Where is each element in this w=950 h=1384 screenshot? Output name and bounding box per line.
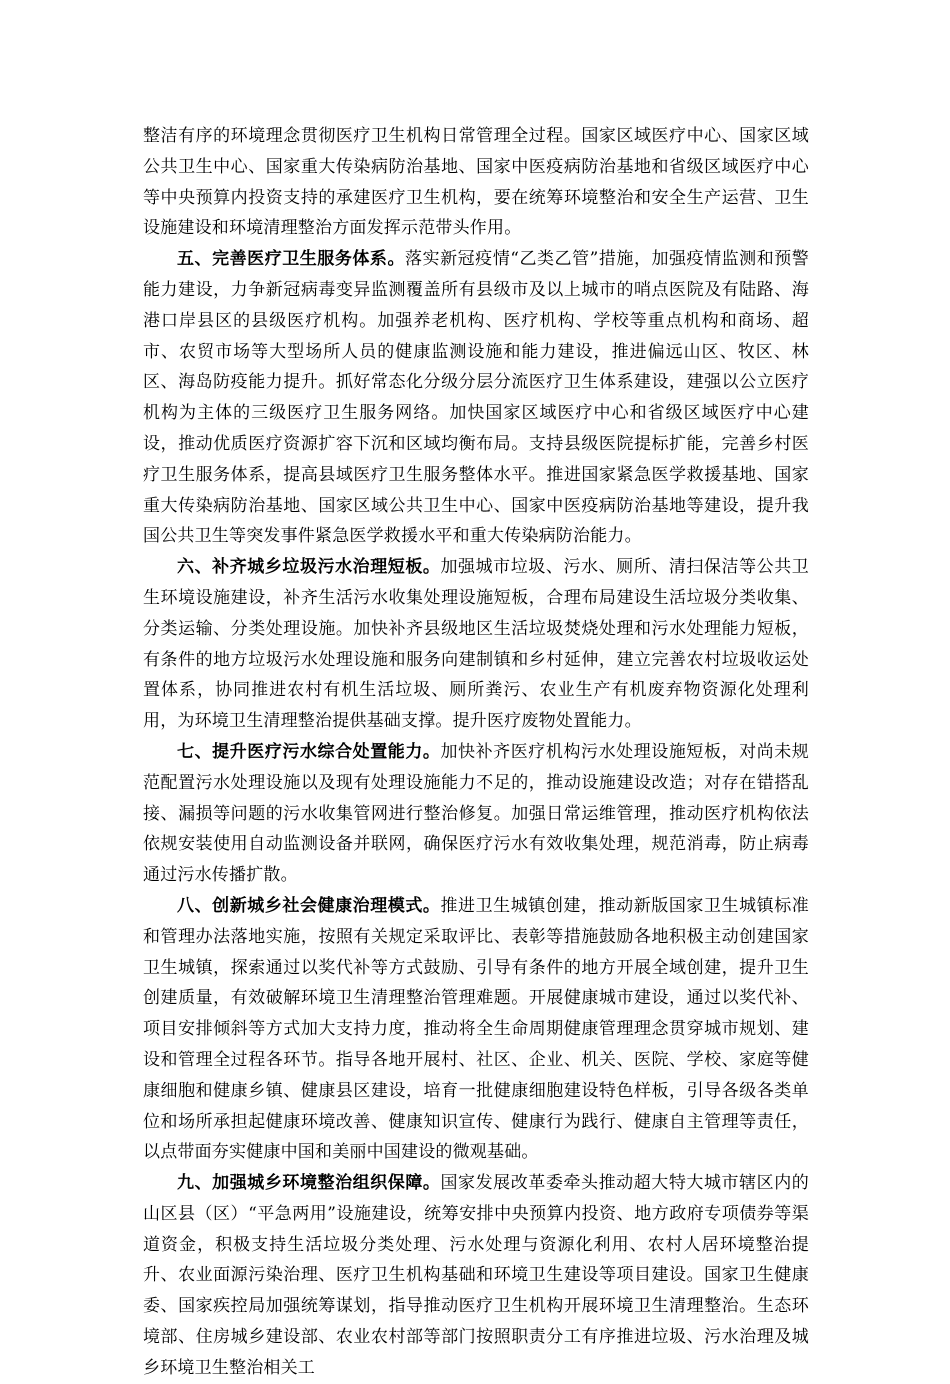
section-6-heading: 六、补齐城乡垃圾污水治理短板。 xyxy=(177,557,441,578)
section-6-text: 加强城市垃圾、污水、厕所、清扫保洁等公共卫生环境设施建设，补齐生活污水收集处理设施短板，合理布局建设生活垃圾分类收集、分类运输、分类处理设施。加快补齐县级地区生活垃圾焚烧处理和污水处理能力短板，有条件的地方垃圾污水处理设施和服务向建制镇和乡村延伸，建立完善农村垃圾收运处置体系，协同推进农村有机生活垃圾、厕所粪污、农业生产有机废弃物资源化处理利用，为环境卫生清理整治提供基础支撑。提升医疗废物处置能力。 xyxy=(143,557,809,732)
section-8-heading: 八、创新城乡社会健康治理模式。 xyxy=(177,895,441,916)
section-8-paragraph xyxy=(143,891,809,1168)
section-8-text: 推进卫生城镇创建，推动新版国家卫生城镇标准和管理办法落地实施，按照有关规定采取评比、表彰等措施鼓励各地积极主动创建国家卫生城镇，探索通过以奖代补等方式鼓励、引导有条件的地方开展全域创建，提升卫生创建质量，有效破解环境卫生清理整治管理难题。开展健康城市建设，通过以奖代补、项目安排倾斜等方式加大支持力度，推动将全生命周期健康管理理念贯穿城市规划、建设和管理全过程各环节。指导各地开展村、社区、企业、机关、医院、学校、家庭等健康细胞和健康乡镇、健康县区建设，培育一批健康细胞建设特色样板，引导各级各类单位和场所承担起健康环境改善、健康知识宣传、健康行为践行、健康自主管理等责任，以点带面夯实健康中国和美丽中国建设的微观基础。 xyxy=(143,895,809,1163)
section-9-text: 国家发展改革委牵头推动超大特大城市辖区内的山区县（区）“平急两用”设施建设，统筹安排中央预算内投资、地方政府专项债券等渠道资金，积极支持生活垃圾分类处理、污水处理与资源化利用、农村人居环境整治提升、农业面源污染治理、医疗卫生机构基础和环境卫生建设等项目建设。国家卫生健康委、国家疾控局加强统筹谋划，指导推动医疗卫生机构开展环境卫生清理整治。生态环境部、住房城乡建设部、农业农村部等部门按照职责分工有序推进垃圾、污水治理及城乡环境卫生整治相关工 xyxy=(143,1173,809,1378)
section-7-heading: 七、提升医疗污水综合处置能力。 xyxy=(177,741,441,762)
section-5-heading: 五、完善医疗卫生服务体系。 xyxy=(177,249,406,270)
section-7-text: 加快补齐医疗机构污水处理设施短板，对尚未规范配置污水处理设施以及现有处理设施能力不足的，推动设施建设改造；对存在错搭乱接、漏损等问题的污水收集管网进行整治修复。加强日常运维管理，推动医疗机构依法依规安装使用自动监测设备并联网，确保医疗污水有效收集处理，规范消毒，防止病毒通过污水传播扩散。 xyxy=(143,741,809,886)
section-7-paragraph xyxy=(143,737,809,891)
section-5-paragraph xyxy=(143,244,809,552)
paragraph-text: 整洁有序的环境理念贯彻医疗卫生机构日常管理全过程。国家区域医疗中心、国家区域公共卫生中心、国家重大传染病防治基地、国家中医疫病防治基地和省级区域医疗中心等中央预算内投资支持的承建医疗卫生机构，要在统筹环境整治和安全生产运营、卫生设施建设和环境清理整治方面发挥示范带头作用。 xyxy=(143,126,809,239)
paragraph-continuation xyxy=(143,121,809,244)
section-6-paragraph xyxy=(143,552,809,737)
section-9-paragraph xyxy=(143,1168,809,1384)
document-body xyxy=(143,121,809,1384)
section-5-text: 落实新冠疫情“乙类乙管”措施，加强疫情监测和预警能力建设，力争新冠病毒变异监测覆盖所有县级市及以上城市的哨点医院及有陆路、海港口岸县区的县级医疗机构。加强养老机构、医疗机构、学校等重点机构和商场、超市、农贸市场等大型场所人员的健康监测设施和能力建设，推进偏远山区、牧区、林区、海岛防疫能力提升。抓好常态化分级分层分流医疗卫生体系建设，建强以公立医疗机构为主体的三级医疗卫生服务网络。加快国家区域医疗中心和省级区域医疗中心建设，推动优质医疗资源扩容下沉和区域均衡布局。支持县级医院提标扩能，完善乡村医疗卫生服务体系，提高县域医疗卫生服务整体水平。推进国家紧急医学救援基地、国家重大传染病防治基地、国家区域公共卫生中心、国家中医疫病防治基地等建设，提升我国公共卫生等突发事件紧急医学救援水平和重大传染病防治能力。 xyxy=(143,249,809,547)
section-9-heading: 九、加强城乡环境整治组织保障。 xyxy=(177,1173,441,1194)
